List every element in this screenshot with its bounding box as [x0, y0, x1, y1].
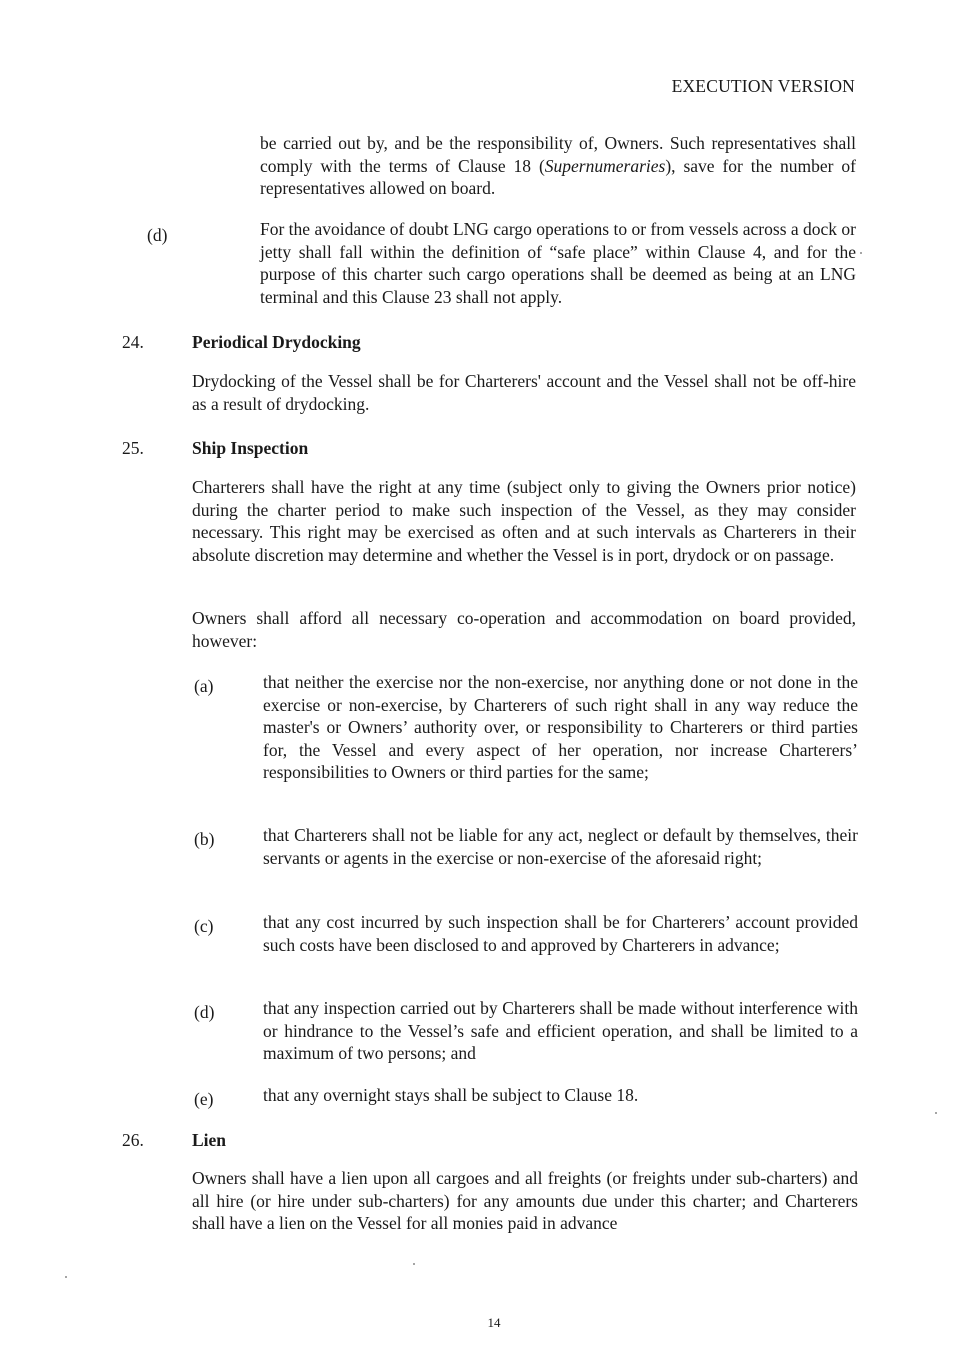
clause-25-item-a-text: that neither the exercise nor the non-exercise, nor anything done or not done in the exercise or non-exercise, by Charterers of such right shall in any way reduce the master's or Owners’ authority over, or responsibility to Charterers or third parties for, the Vessel and every aspect of her operation, nor increase Charterers’ responsibilities to Owners or third parties for the same;: [263, 672, 858, 782]
scan-speck: [860, 252, 862, 254]
clause-24-text: Drydocking of the Vessel shall be for Charterers' account and the Vessel shall not be off-hire as a result of drydocking.: [192, 371, 856, 414]
clause-25-item-a-marker: (a): [194, 676, 214, 696]
clause-25-item-e-text: that any overnight stays shall be subject to Clause 18.: [263, 1085, 639, 1105]
scan-speck: [935, 1112, 937, 1114]
clause-25-item-b-marker: (b): [194, 829, 215, 849]
clause-25-title: Ship Inspection: [192, 438, 309, 458]
clause-25-item-c-text: that any cost incurred by such inspection shall be for Charterers’ account provided such costs have been disclosed to and approved by Charterers in advance;: [263, 912, 858, 955]
clause-25-paragraph-1: Charterers shall have the right at any time (subject only to giving the Owners prior notice) during the charter period to make such inspection of the Vessel, as they may consider necessary. This right may be exercised as often and at such intervals as Charterers in their absolute discretion may determine and whether the Vessel is in port, drydock or on passage.: [192, 477, 856, 565]
clause-25-item-d-text: that any inspection carried out by Charterers shall be made without interference with or hindrance to the Vessel’s safe and efficient operation, and shall be limited to a maximum of two persons; and: [263, 998, 858, 1063]
clause-24-number: 24.: [122, 332, 144, 352]
clause-25-item-c-marker: (c): [194, 916, 214, 936]
clause-25-item-b-text: that Charterers shall not be liable for any act, neglect or default by themselves, their servants or agents in the exercise or non-exercise of the aforesaid right;: [263, 825, 858, 868]
italic-clause-reference: Supernumeraries: [544, 155, 666, 176]
clause-26-number: 26.: [122, 1130, 144, 1150]
scan-speck: [65, 1276, 67, 1278]
clause-25-item-d-marker: (d): [194, 1002, 215, 1022]
item-d-marker: (d): [147, 225, 168, 245]
clause-26-text: Owners shall have a lien upon all cargoes and all freights (or freights under sub-charters) and all hire (or hire under sub-charters) for any amounts due under this charter; and Charterers shall have a lien on the Vessel for all monies paid in advance: [192, 1168, 858, 1233]
continuation-text-start: be carried out by, and be the responsibility of, Owners. Such representatives shall comply with the terms of Clause 18 (: [260, 133, 856, 176]
clause-25-item-e-marker: (e): [194, 1089, 214, 1109]
continuation-text-end: ), save for the number of representatives allowed on board.: [260, 155, 856, 198]
clause-24-title: Periodical Drydocking: [192, 332, 361, 352]
clause-26-title: Lien: [192, 1130, 227, 1150]
clause-25-number: 25.: [122, 438, 144, 458]
clause-25-paragraph-2: Owners shall afford all necessary co-operation and accommodation on board provided, however:: [192, 608, 856, 651]
version-header: EXECUTION VERSION: [671, 76, 855, 96]
item-d-text: For the avoidance of doubt LNG cargo operations to or from vessels across a dock or jetty shall fall within the definition of “safe place” within Clause 4, and for the purpose of this charter such cargo operations shall be deemed as being at an LNG terminal and this Clause 23 shall not apply.: [260, 219, 856, 307]
scan-speck: [413, 1263, 415, 1265]
page-number: 14: [487, 1315, 501, 1330]
continuation-paragraph: [260, 132, 856, 200]
